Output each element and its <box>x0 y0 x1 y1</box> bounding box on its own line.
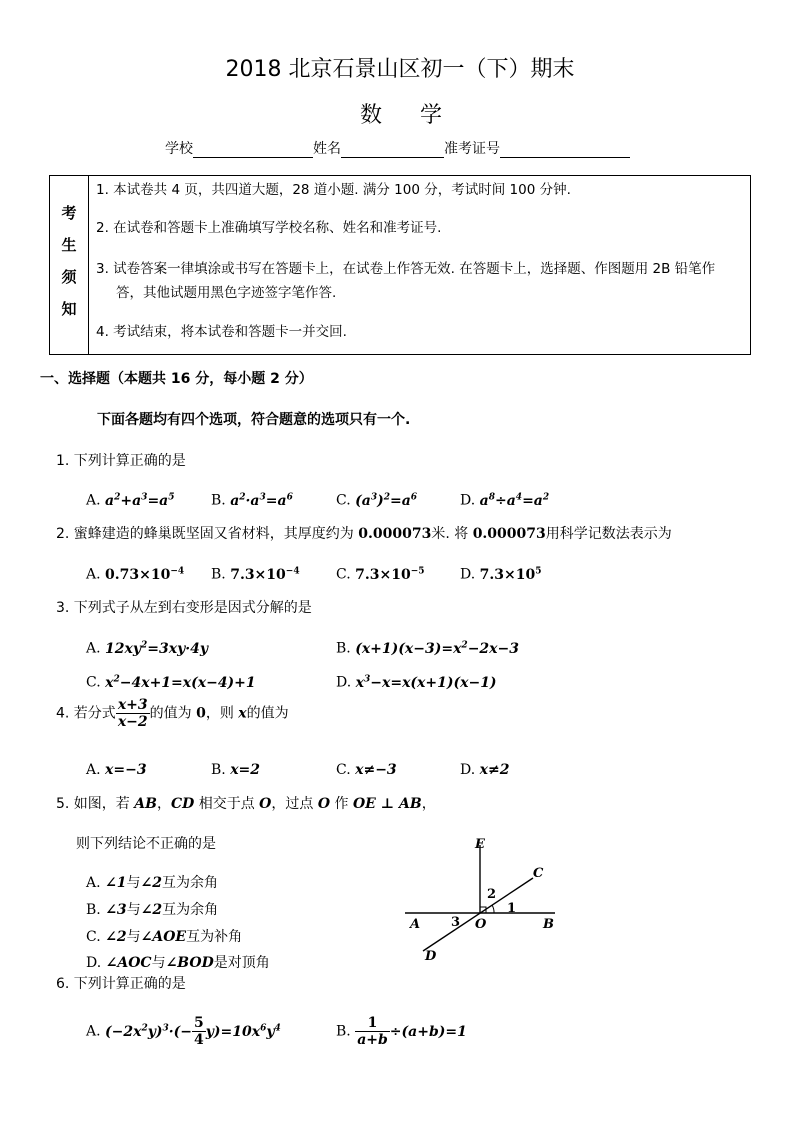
question-6-stem: 6. 下列计算正确的是 <box>56 976 186 992</box>
q5-text: 互为余角 <box>162 902 219 918</box>
q6-option-b[interactable]: B. $\frac{1}{a+b}$ ÷(a+b)=1 <box>336 1015 467 1048</box>
label-d: D <box>425 949 437 964</box>
school-label: 学校 <box>165 141 193 157</box>
option-label: D. <box>336 674 352 691</box>
q5-text: ， <box>156 796 171 812</box>
q5-text: 互为余角 <box>161 875 218 891</box>
q5-math: O <box>259 796 272 812</box>
q3-option-c[interactable]: C. $x^2-4x+1=x(x-4)+1$ <box>86 674 256 691</box>
q3-option-b[interactable]: B. $(x+1)(x-3)=x^2-2x-3$ <box>336 640 519 657</box>
q4-option-d[interactable]: D. x≠2 <box>460 762 510 778</box>
option-label: A. <box>86 566 101 583</box>
q4-text: 的值为 <box>246 705 289 722</box>
label-o: O <box>475 917 487 932</box>
q2-value: 0.000073 <box>472 526 546 542</box>
q5-angle: ∠BOD <box>165 955 214 971</box>
label-e: E <box>475 837 485 852</box>
option-label: C. <box>336 762 351 778</box>
q4-x: x <box>238 705 247 722</box>
q2-option-b[interactable]: B. $7.3\times 10^{-4}$ <box>211 566 300 583</box>
option-label: D. <box>460 492 476 509</box>
option-label: A. <box>86 1023 101 1040</box>
q5-text: 作 <box>330 796 353 812</box>
question-1-stem: 1. 下列计算正确的是 <box>56 453 186 469</box>
notice-side-label <box>50 176 89 354</box>
q5-text: 相交于点 <box>194 796 260 812</box>
q5-text: 与 <box>151 955 166 971</box>
option-label: C. <box>336 566 351 583</box>
option-label: A. <box>86 875 101 891</box>
q5-angle: ∠2 <box>140 875 162 891</box>
q5-math: O <box>317 796 331 812</box>
question-2-stem <box>56 523 672 543</box>
q4-option-c[interactable]: C. x≠−3 <box>336 762 397 778</box>
q6-option-a[interactable]: A. $(-2x^2y)^3\cdot(-$ $\frac{5}{4}$ $y)=10x^6y^4$ <box>86 1015 281 1048</box>
label-a: A <box>410 917 421 932</box>
q5-math: CD <box>170 796 195 812</box>
q5-geometry-figure <box>405 830 575 965</box>
q5-option-a[interactable] <box>86 872 218 892</box>
q1-option-b[interactable]: B. $a^2\cdot a^3=a^6$ <box>211 492 293 509</box>
notice-item: 2. 在试卷和答题卡上准确填写学校名称、姓名和准考证号. <box>96 220 442 236</box>
exam-no-label: 准考证号 <box>444 141 500 157</box>
q4-fraction: $\frac{x+3}{x-2}$ <box>117 697 148 730</box>
label-c: C <box>533 866 544 881</box>
q5-option-b[interactable] <box>86 899 218 919</box>
q4-text: 4. 若分式 <box>56 705 116 722</box>
option-label: B. <box>86 902 101 918</box>
q5-option-d[interactable] <box>86 952 270 972</box>
q4-option-b[interactable]: B. x=2 <box>211 762 261 778</box>
option-label: D. <box>86 955 102 971</box>
q5-angle: ∠AOE <box>140 929 187 945</box>
subject-title: 数学 <box>359 103 480 128</box>
q5-text: ，过点 <box>271 796 318 812</box>
option-label: D. <box>460 762 476 778</box>
label-b: B <box>543 917 554 932</box>
name-label: 姓名 <box>313 141 341 157</box>
q3-option-a[interactable]: A. $12xy^2=3xy\cdot 4y$ <box>86 640 208 657</box>
q4-option-a[interactable]: A. x=−3 <box>86 762 147 778</box>
q4-zero: 0 <box>196 705 206 722</box>
q2-option-a[interactable]: A. $0.73\times 10^{-4}$ <box>86 566 185 583</box>
q5-text: 与 <box>126 929 141 945</box>
q1-option-d[interactable]: D. $a^8\div a^4=a^2$ <box>460 492 550 509</box>
q2-option-d[interactable]: D. $7.3\times 10^5$ <box>460 566 542 583</box>
option-label: C. <box>336 492 351 509</box>
option-label: B. <box>211 762 226 778</box>
line-cd <box>423 878 533 951</box>
label-angle-2: 2 <box>487 887 497 902</box>
section-instruction: 下面各题均有四个选项，符合题意的选项只有一个. <box>97 412 411 428</box>
q5-angle: ∠AOC <box>105 955 152 971</box>
option-label: A. <box>86 640 101 657</box>
label-angle-3: 3 <box>451 915 461 930</box>
q5-math: OE ⊥ AB <box>352 796 422 812</box>
q4-text: 的值为 <box>149 705 197 722</box>
exam-no-field[interactable] <box>500 142 630 158</box>
q1-option-a[interactable]: A. $a^2+a^3=a^5$ <box>86 492 175 509</box>
question-5-stem <box>56 793 436 813</box>
q2-text: 2. 蜜蜂建造的蜂巢既坚固又省材料，其厚度约为 <box>56 526 359 542</box>
q2-option-c[interactable]: C. $7.3\times 10^{-5}$ <box>336 566 425 583</box>
q2-value: 0.000073 <box>358 526 432 542</box>
notice-item: 1. 本试卷共 4 页，共四道大题，28 道小题. 满分 100 分，考试时间 100 分钟. <box>96 182 571 198</box>
q5-text: 5. 如图，若 <box>56 796 135 812</box>
q2-text: 米. 将 <box>431 526 473 542</box>
page-title: 2018 北京石景山区初一（下）期末 <box>225 57 575 82</box>
q5-text: 是对顶角 <box>213 955 270 971</box>
notice-box <box>49 175 751 355</box>
q5-text: 互为补角 <box>186 929 243 945</box>
q5-angle: ∠2 <box>105 929 127 945</box>
option-label: C. <box>86 674 101 691</box>
option-label: A. <box>86 762 101 778</box>
angle-arc-1 <box>492 905 494 913</box>
label-angle-1: 1 <box>507 901 517 916</box>
option-label: B. <box>211 492 226 509</box>
option-label: D. <box>460 566 476 583</box>
q5-angle: ∠2 <box>140 902 163 918</box>
question-5-line2: 则下列结论不正确的是 <box>76 836 216 852</box>
option-label: B. <box>211 566 226 583</box>
question-3-stem: 3. 下列式子从左到右变形是因式分解的是 <box>56 600 312 616</box>
name-field[interactable] <box>341 142 444 158</box>
q4-text: ，则 <box>205 705 239 722</box>
notice-side-char: 生 <box>61 236 77 254</box>
notice-item: 4. 考试结束，将本试卷和答题卡一并交回. <box>96 324 347 340</box>
q5-angle: ∠1 <box>105 875 127 891</box>
notice-side-char: 考 <box>61 204 77 222</box>
q2-text: 用科学记数法表示为 <box>545 526 672 542</box>
option-label: C. <box>86 929 101 945</box>
school-field[interactable] <box>193 142 313 158</box>
option-label: B. <box>336 640 351 657</box>
option-label: A. <box>86 492 101 509</box>
notice-side-char: 须 <box>61 268 77 286</box>
q5-text: ， <box>421 796 436 812</box>
q5-text: 与 <box>126 902 141 918</box>
q3-option-d[interactable]: D. $x^3-x=x(x+1)(x-1)$ <box>336 674 497 691</box>
q1-option-c[interactable]: C. $(a^3)^2=a^6$ <box>336 492 418 509</box>
q5-option-c[interactable] <box>86 926 242 946</box>
student-info-line <box>165 138 630 158</box>
q5-text: 与 <box>126 875 141 891</box>
option-label: B. <box>336 1023 351 1040</box>
section-title: 一、选择题（本题共 16 分，每小题 2 分） <box>40 371 313 387</box>
question-4-stem <box>56 697 289 730</box>
notice-side-char: 知 <box>61 300 77 318</box>
notice-item: 3. 试卷答案一律填涂或书写在答题卡上，在试卷上作答无效. 在答题卡上，选择题、作图题用 2B 铅笔作 <box>96 261 716 277</box>
q5-math: AB <box>134 796 157 812</box>
notice-item: 答，其他试题用黑色字迹签字笔作答. <box>116 285 337 301</box>
q5-angle: ∠3 <box>105 902 127 918</box>
